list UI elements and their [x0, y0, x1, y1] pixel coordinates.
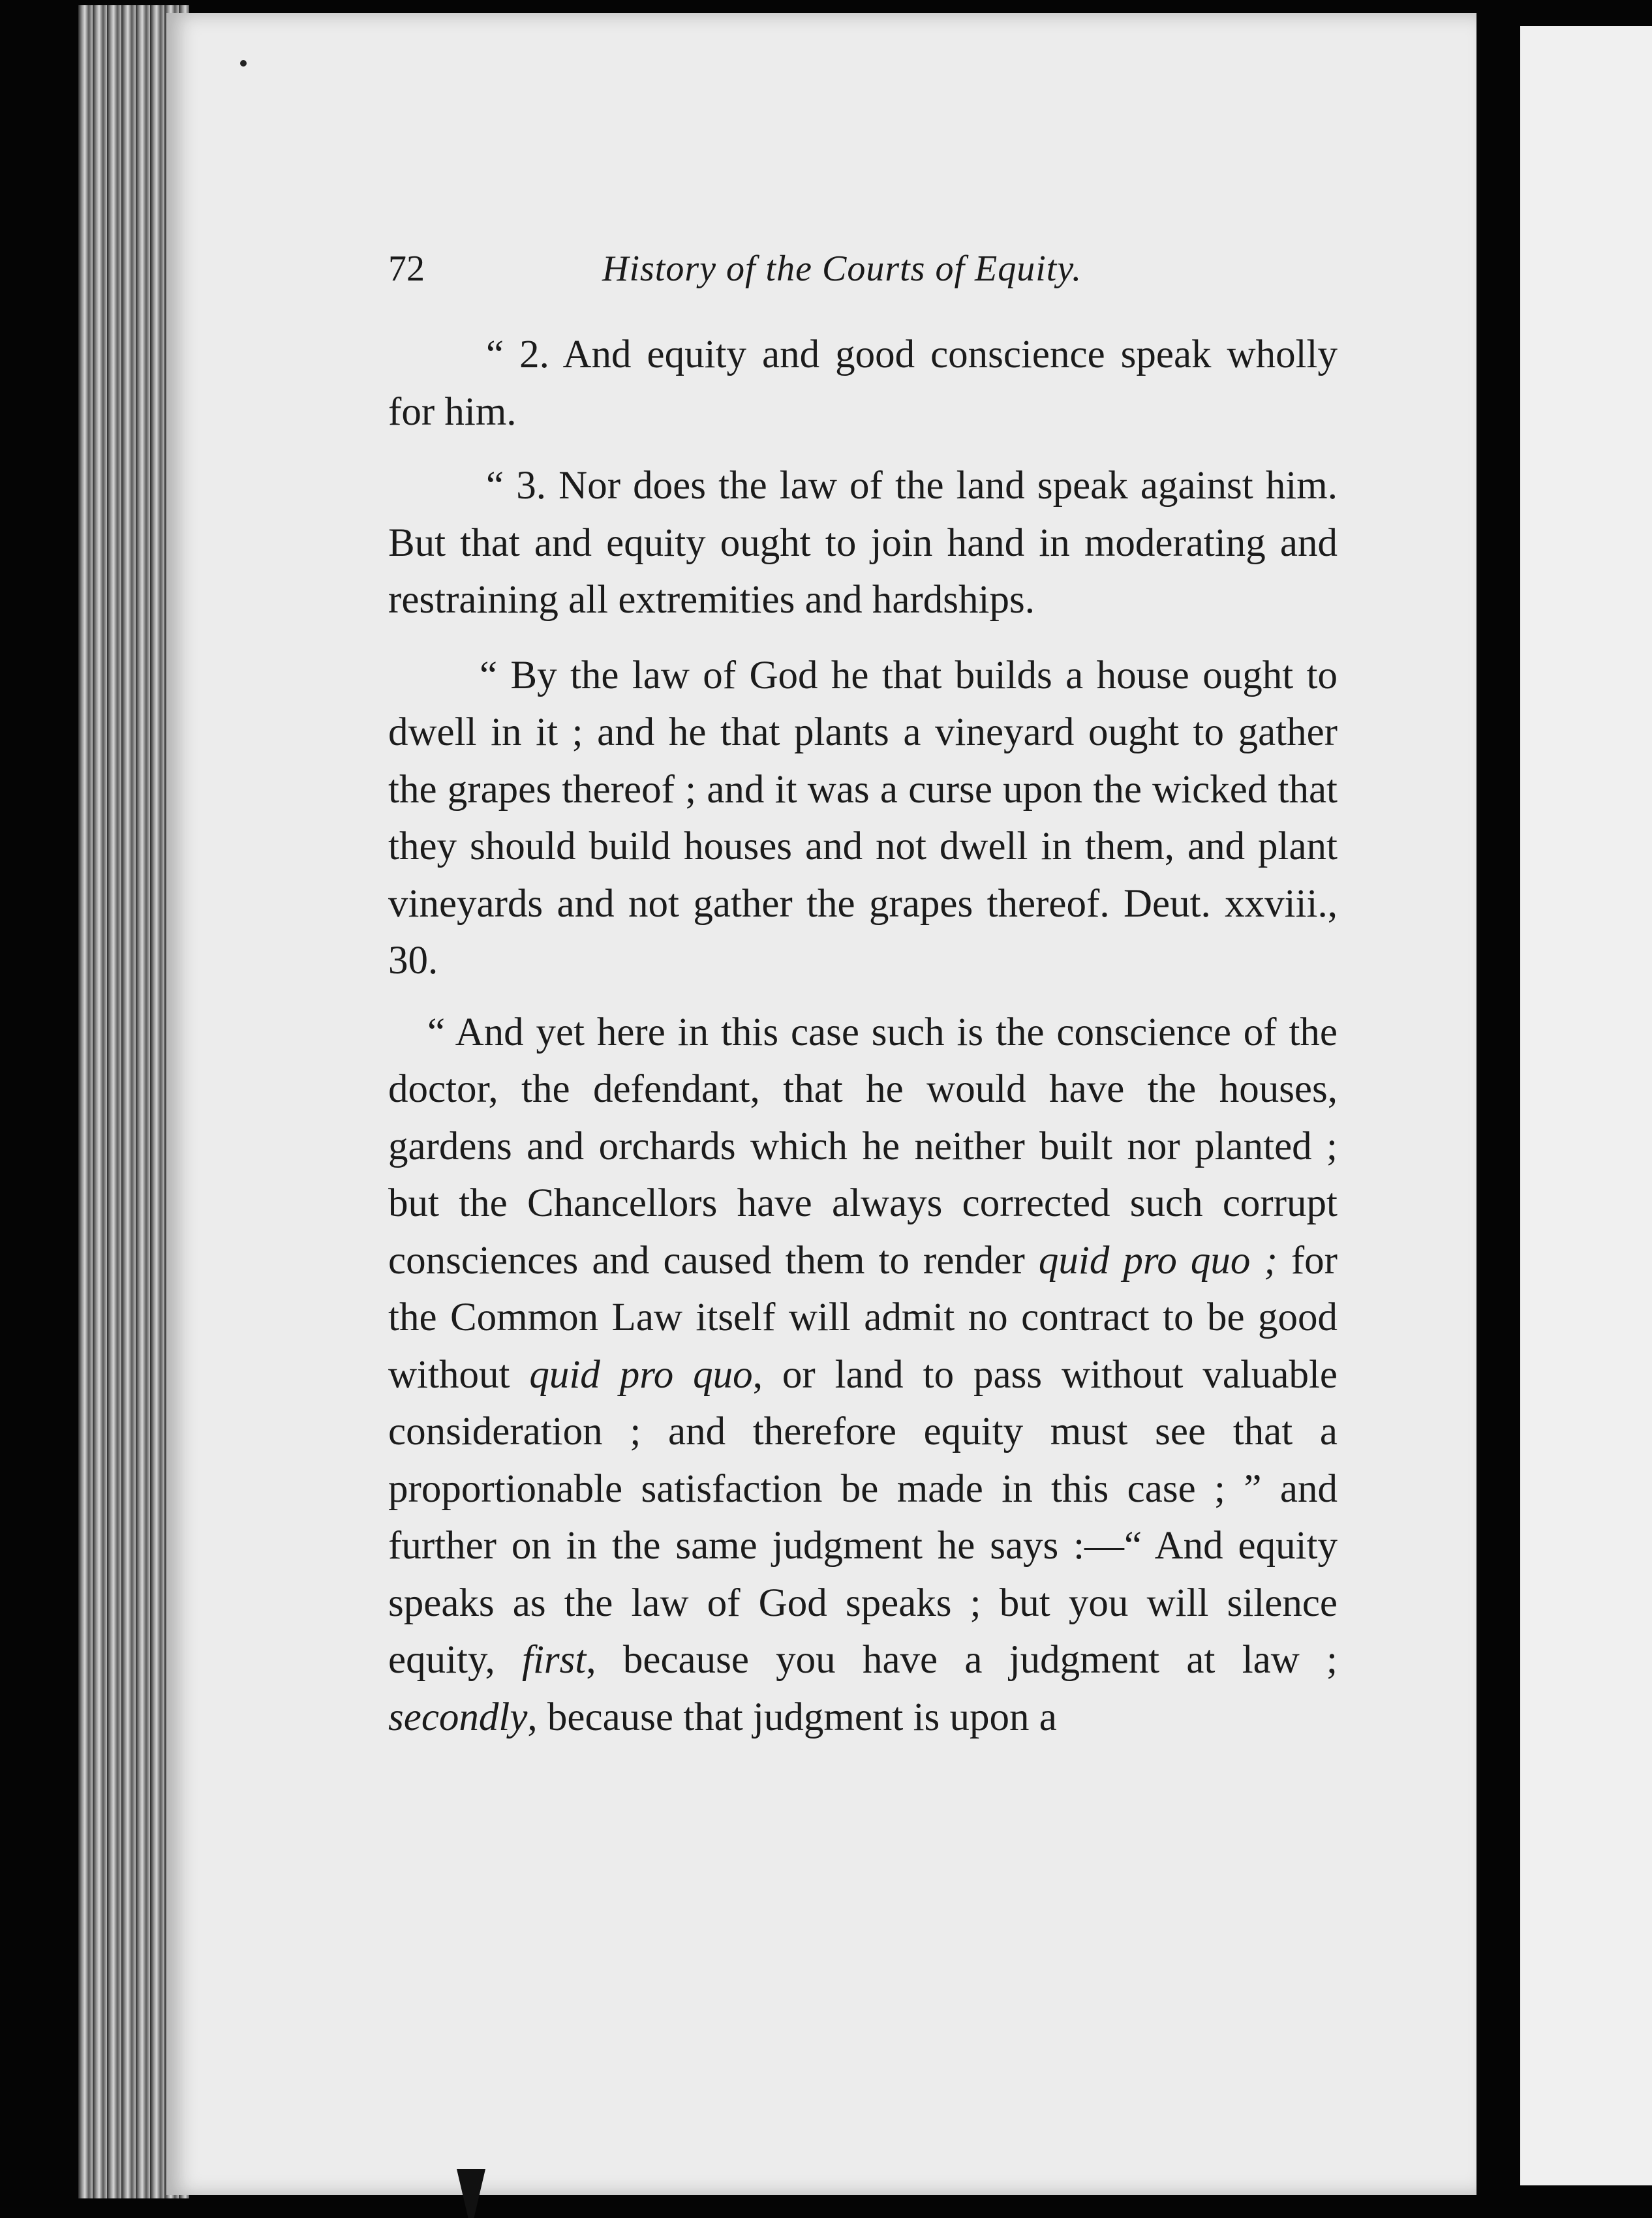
- running-header: [388, 248, 1119, 307]
- page-number: 72: [388, 249, 425, 289]
- paragraph-4-text: “ And yet here in this case such is the conscience of the doctor, the defendant, that he would have the houses, gardens and orchards which he neither built nor planted ; but the Chancellors have always corrected such corrupt consciences and caused them to render: [388, 1010, 1338, 1283]
- facing-page-edge: [1520, 26, 1652, 2185]
- paragraph-2: [388, 457, 1338, 629]
- dust-speck: [240, 60, 247, 67]
- paragraph-4-text: for the Common Law itself will admit no contract to be good without: [388, 1238, 1338, 1397]
- paragraph-1-text: “ 2. And equity and good conscience speak wholly for him.: [388, 333, 1338, 434]
- paragraph-4-text: , because you have a judgment at law ;: [586, 1638, 1338, 1682]
- paragraph-3: [388, 647, 1338, 990]
- paragraph-4-text: , because that judgment is upon a: [527, 1695, 1057, 1739]
- italic-secondly: secondly: [388, 1695, 528, 1739]
- italic-first: first: [522, 1638, 587, 1682]
- body-text: [388, 326, 1338, 1746]
- paragraph-4-text: , or land to pass without valuable consideration ; and therefore equity must see that a proportionable satisfaction be made in this case ; ” and further on in the same judgment he says :—“ And equity speaks as the law of God speaks ; but you will silence equity,: [388, 1352, 1338, 1682]
- paragraph-2-text: “ 3. Nor does the law of the land speak against him. But that and equity ought to join hand in moderating and restraining all extremities and hardships.: [388, 464, 1338, 622]
- italic-quid-pro-quo: quid pro quo: [529, 1352, 753, 1397]
- running-title: History of the Courts of Equity.: [602, 249, 1082, 289]
- paragraph-4: [388, 1004, 1338, 1746]
- paragraph-3-text: “ By the law of God he that builds a house ought to dwell in it ; and he that plants a vineyard ought to gather the grapes thereof ; and it was a curse upon the wicked that they should build houses and not dwell in them, and plant vineyards and not gather the grapes thereof. Deut. xxviii., 30.: [388, 653, 1338, 982]
- italic-quid-pro-quo: quid pro quo ;: [1038, 1238, 1277, 1283]
- paragraph-1: [388, 326, 1338, 440]
